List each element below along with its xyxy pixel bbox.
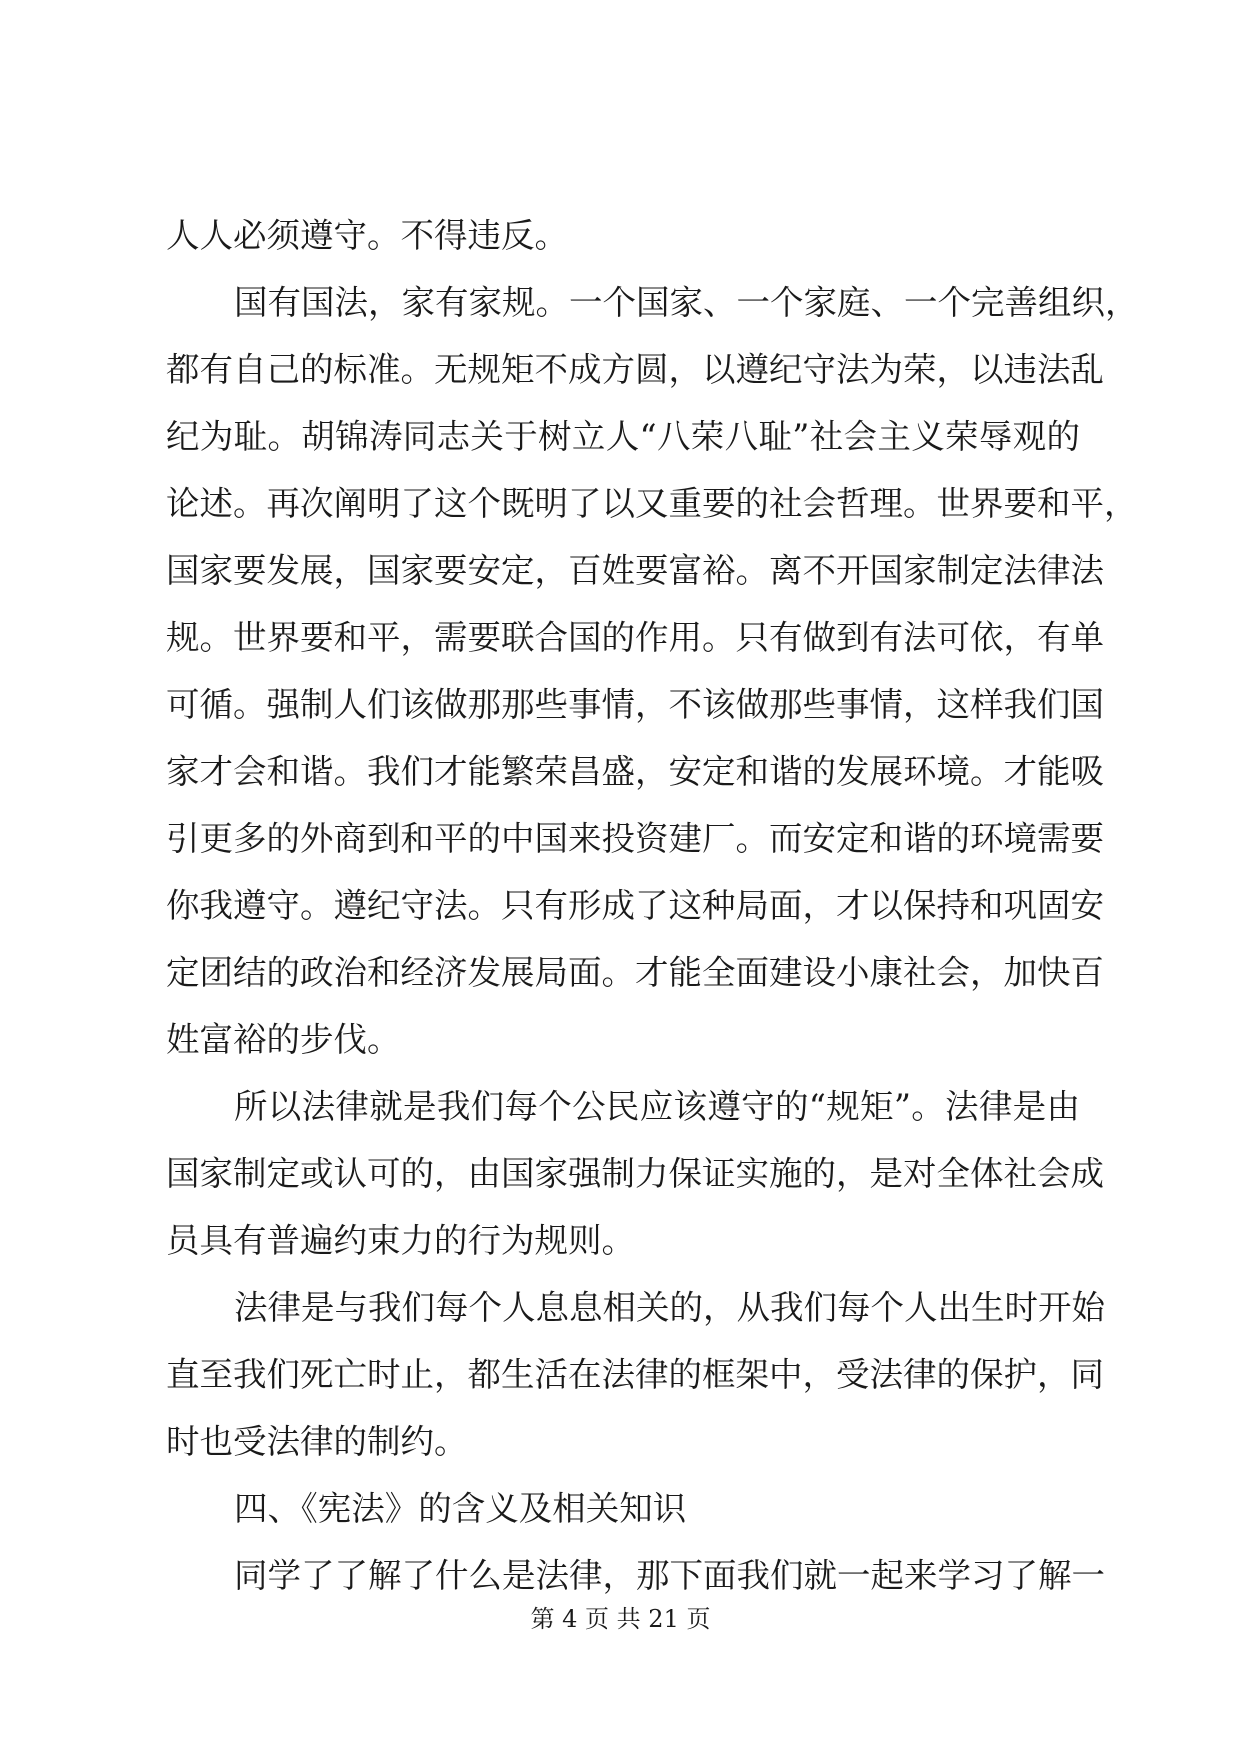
text-line: 国有国法，家有家规。一个国家、一个家庭、一个完善组织， xyxy=(234,283,1139,322)
text-line: 员具有普遍约束力的行为规则。 xyxy=(166,1221,635,1260)
text-line: 纪为耻。胡锦涛同志关于树立人“八荣八耻”社会主义荣辱观的 xyxy=(166,417,1080,456)
text-line: 时也受法律的制约。 xyxy=(166,1422,468,1461)
text-line: 规。世界要和平，需要联合国的作用。只有做到有法可依，有单 xyxy=(166,618,1104,657)
text-line: 同学了了解了什么是法律，那下面我们就一起来学习了解一 xyxy=(234,1556,1105,1595)
text-line: 所以法律就是我们每个公民应该遵守的“规矩”。法律是由 xyxy=(234,1087,1080,1126)
text-line: 可循。强制人们该做那那些事情，不该做那些事情，这样我们国 xyxy=(166,685,1104,724)
text-line: 人人必须遵守。不得违反。 xyxy=(166,216,568,255)
text-line: 国家要发展，国家要安定，百姓要富裕。离不开国家制定法律法 xyxy=(166,551,1104,590)
page-number-footer: 第 4 页 共 21 页 xyxy=(530,1605,711,1633)
text-line: 你我遵守。遵纪守法。只有形成了这种局面，才以保持和巩固安 xyxy=(166,886,1104,925)
text-line: 直至我们死亡时止，都生活在法律的框架中，受法律的保护，同 xyxy=(166,1355,1104,1394)
text-line: 定团结的政治和经济发展局面。才能全面建设小康社会，加快百 xyxy=(166,953,1104,992)
text-line: 姓富裕的步伐。 xyxy=(166,1020,401,1059)
text-line: 论述。再次阐明了这个既明了以又重要的社会哲理。世界要和平， xyxy=(166,484,1138,523)
text-line: 都有自己的标准。无规矩不成方圆，以遵纪守法为荣，以违法乱 xyxy=(166,350,1104,389)
text-line: 引更多的外商到和平的中国来投资建厂。而安定和谐的环境需要 xyxy=(166,819,1104,858)
text-line: 家才会和谐。我们才能繁荣昌盛，安定和谐的发展环境。才能吸 xyxy=(166,752,1104,791)
section-heading: 四、《宪法》的含义及相关知识 xyxy=(234,1489,687,1528)
text-line: 国家制定或认可的，由国家强制力保证实施的，是对全体社会成 xyxy=(166,1154,1104,1193)
text-line: 法律是与我们每个人息息相关的，从我们每个人出生时开始 xyxy=(234,1288,1105,1327)
